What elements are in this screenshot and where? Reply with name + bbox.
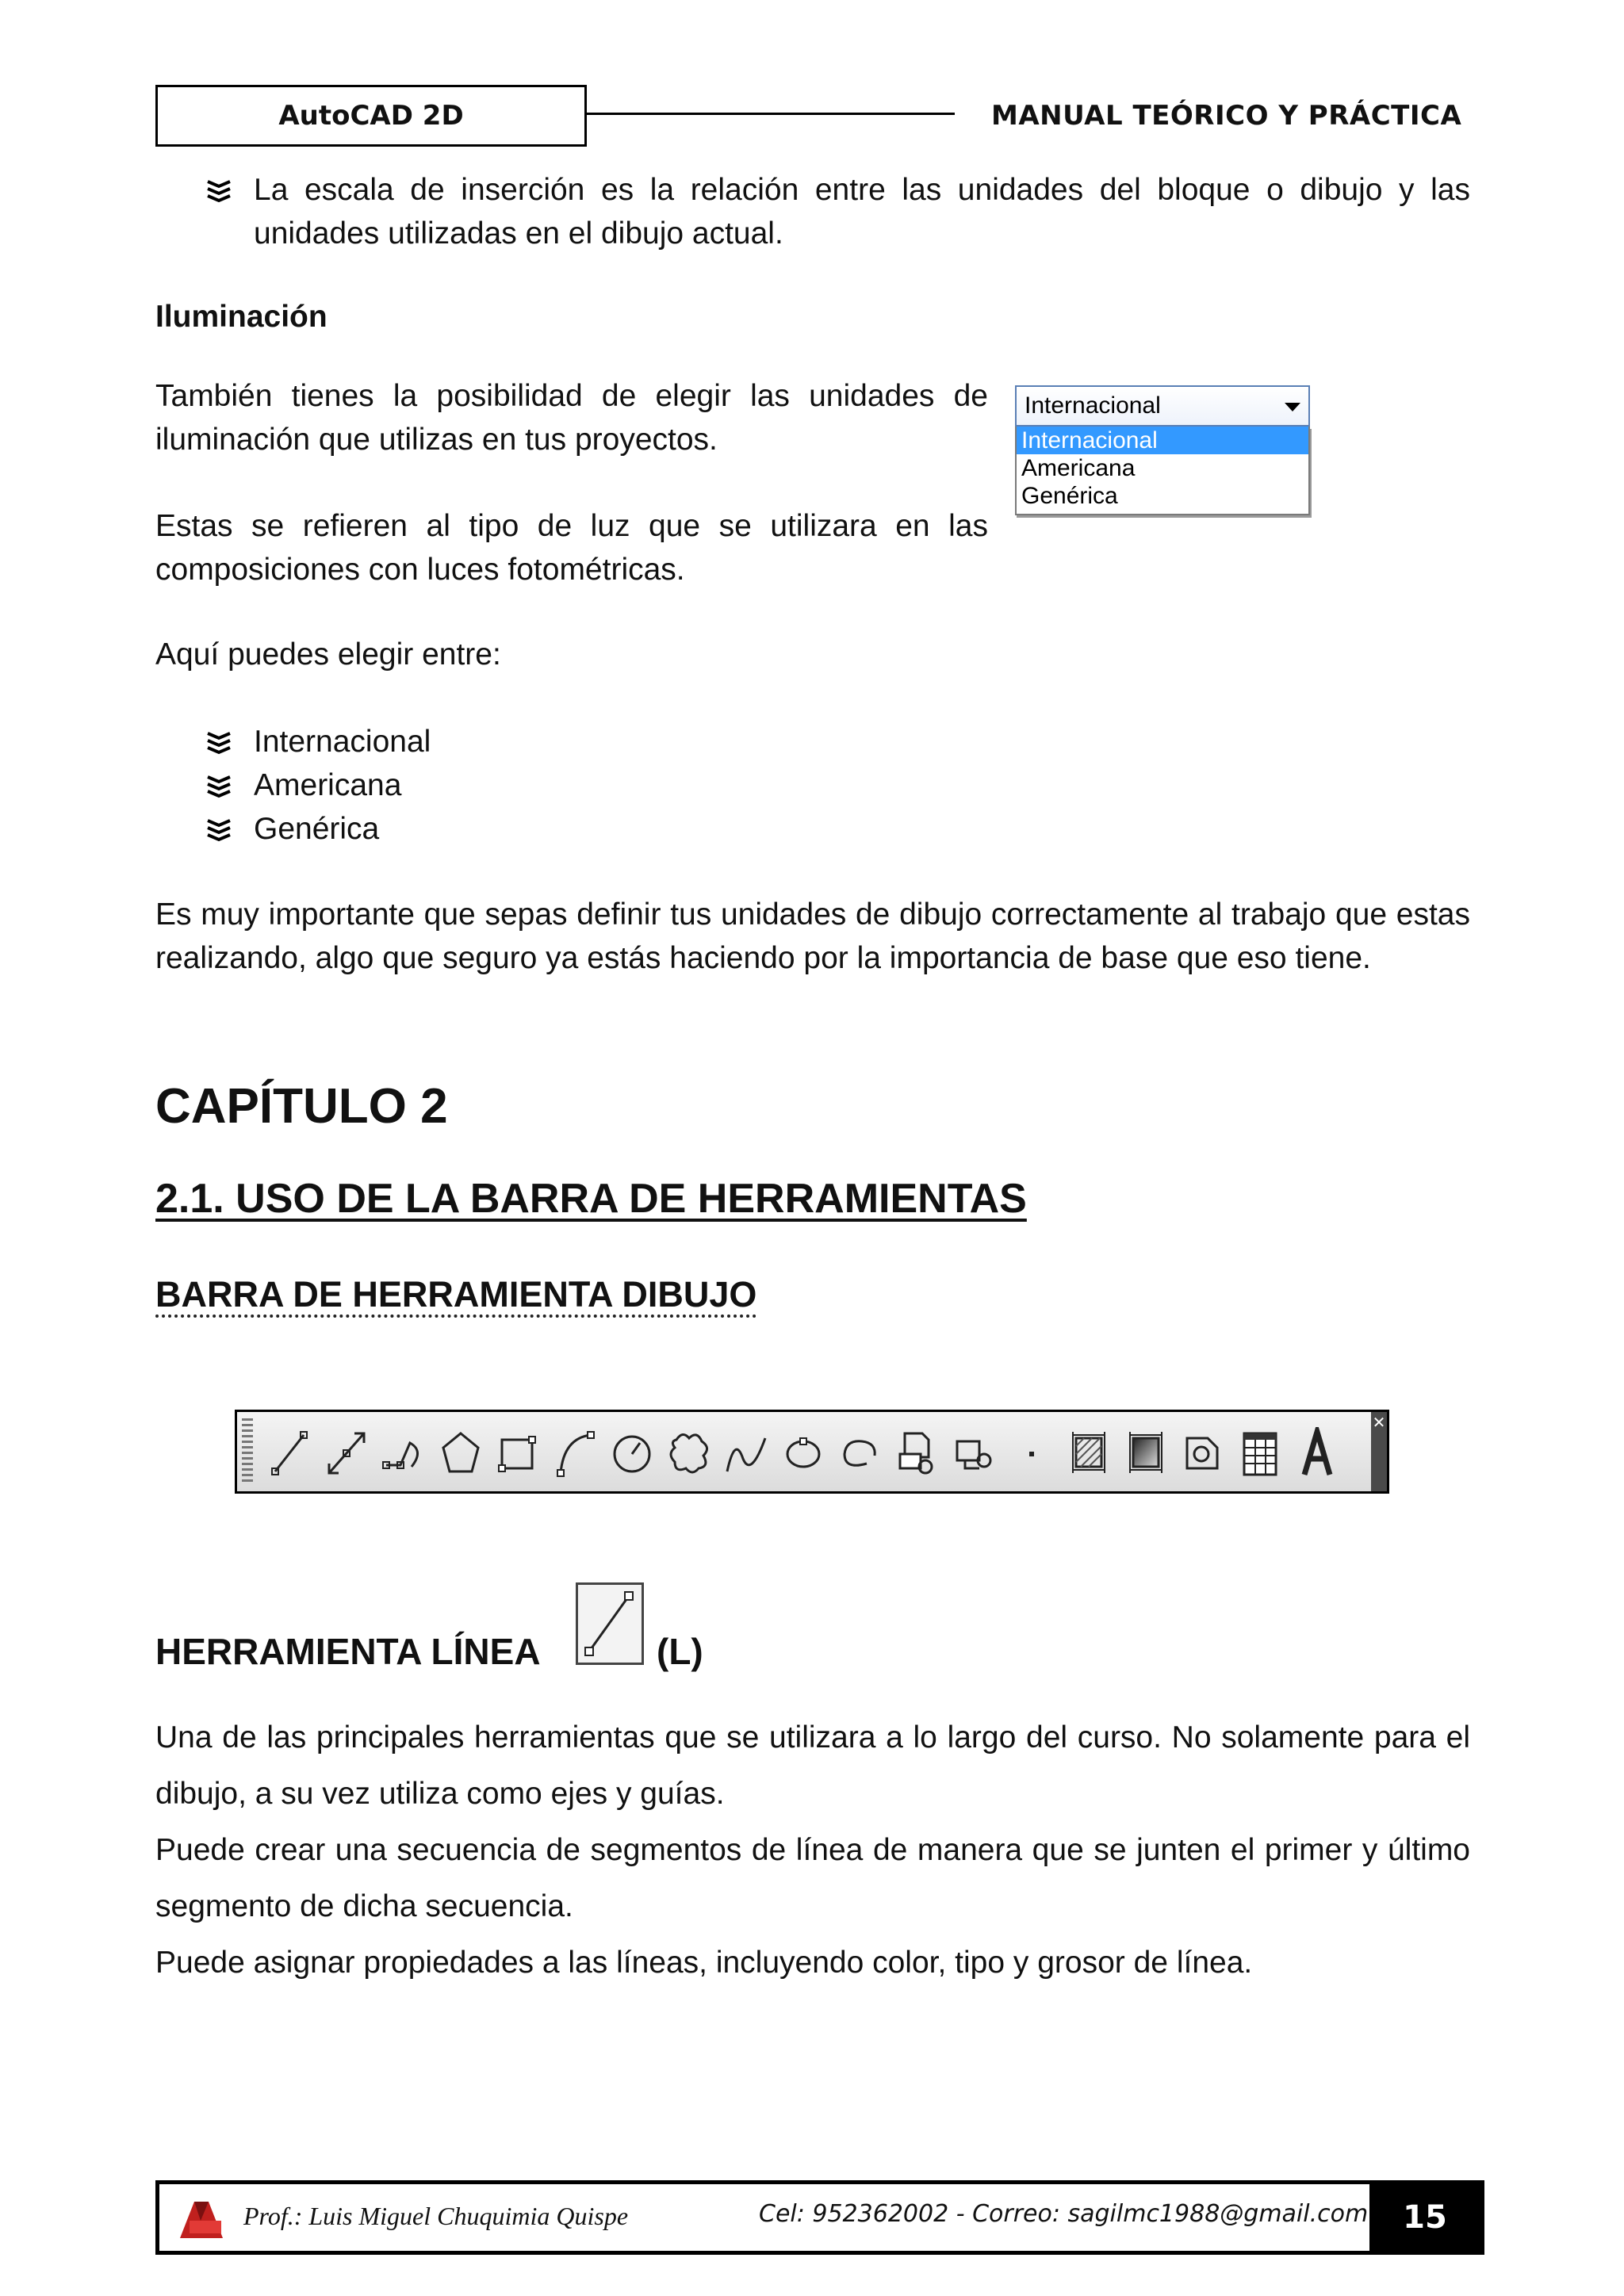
iluminacion-p2: Estas se refieren al tipo de luz que se utilizara en las composiciones con luces fotométricas. bbox=[155, 509, 988, 587]
line-tool-icon bbox=[576, 1582, 644, 1665]
gradient-icon[interactable] bbox=[1117, 1423, 1174, 1483]
line-tool-p3: Puede asignar propiedades a las líneas, incluyendo color, tipo y grosor de línea. bbox=[155, 1946, 1253, 1980]
illumination-options-list bbox=[205, 720, 839, 851]
list-item bbox=[205, 763, 839, 807]
arc-icon[interactable] bbox=[546, 1423, 603, 1483]
chevron-down-icon[interactable] bbox=[1285, 403, 1300, 411]
bullet-icon bbox=[205, 818, 233, 844]
line-icon bbox=[578, 1585, 642, 1663]
ellipse-arc-icon[interactable] bbox=[832, 1423, 889, 1483]
ellipse-icon[interactable] bbox=[775, 1423, 832, 1483]
point-icon[interactable] bbox=[1003, 1423, 1060, 1483]
line-tool-heading: HERRAMIENTA LÍNEA bbox=[155, 1631, 541, 1672]
insert-block-icon[interactable] bbox=[889, 1423, 946, 1483]
iluminacion-p3: Aquí puedes elegir entre: bbox=[155, 637, 501, 672]
header-rule bbox=[587, 113, 955, 115]
dropdown-list bbox=[1015, 427, 1310, 515]
spline-icon[interactable] bbox=[718, 1423, 775, 1483]
list-item-text: Americana bbox=[254, 768, 402, 802]
toolbar-icons bbox=[261, 1423, 1346, 1483]
intro-bullet-text: La escala de inserción es la relación entre las unidades del bloque o dibujo y las unidades utilizadas en el dibujo actual. bbox=[254, 173, 1470, 251]
subsection-title: BARRA DE HERRAMIENTA DIBUJO bbox=[155, 1275, 756, 1318]
closing-paragraph: Es muy importante que sepas definir tus unidades de dibujo correctamente al trabajo que estas realizando, algo que seguro ya estás haciendo por la importancia de base que eso tiene. bbox=[155, 897, 1470, 975]
bullet-icon bbox=[205, 775, 233, 800]
line-tool-p2: Puede crear una secuencia de segmentos de línea de manera que se junten el primer y último segmento de dicha secuencia. bbox=[155, 1833, 1470, 1923]
header-left-title-box bbox=[155, 85, 587, 147]
page-number: 15 bbox=[1369, 2184, 1480, 2251]
illumination-units-dropdown[interactable] bbox=[1015, 385, 1310, 517]
rectangle-icon[interactable] bbox=[489, 1423, 546, 1483]
list-item bbox=[205, 807, 839, 851]
dropdown-option[interactable]: Americana bbox=[1021, 455, 1136, 481]
hatch-icon[interactable] bbox=[1060, 1423, 1117, 1483]
list-item-text: Genérica bbox=[254, 812, 380, 846]
header-right-title: MANUAL TEÓRICO Y PRÁCTICA bbox=[991, 100, 1462, 132]
dropdown-option[interactable]: Internacional bbox=[1017, 427, 1308, 454]
iluminacion-heading: Iluminación bbox=[155, 300, 327, 334]
bullet-icon bbox=[205, 179, 233, 205]
line-tool-shortcut: (L) bbox=[657, 1631, 703, 1672]
section-title: 2.1. USO DE LA BARRA DE HERRAMIENTAS bbox=[155, 1176, 1027, 1222]
circle-icon[interactable] bbox=[603, 1423, 661, 1483]
page-footer bbox=[155, 2180, 1484, 2255]
line-icon[interactable] bbox=[261, 1423, 318, 1483]
header-left-title: AutoCAD 2D bbox=[278, 100, 464, 132]
list-item-text: Internacional bbox=[254, 725, 431, 759]
dropdown-option[interactable]: Genérica bbox=[1021, 483, 1118, 509]
construction-line-icon[interactable] bbox=[318, 1423, 375, 1483]
chapter-title: CAPÍTULO 2 bbox=[155, 1079, 448, 1134]
polygon-icon[interactable] bbox=[432, 1423, 489, 1483]
autocad-logo bbox=[177, 2197, 228, 2241]
revision-cloud-icon[interactable] bbox=[661, 1423, 718, 1483]
intro-bullet bbox=[205, 168, 1470, 255]
table-icon[interactable] bbox=[1231, 1423, 1289, 1483]
iluminacion-p1: También tienes la posibilidad de elegir las unidades de iluminación que utilizas en tus proyectos. bbox=[155, 379, 988, 457]
draw-toolbar bbox=[235, 1410, 1389, 1494]
close-icon[interactable]: ✕ bbox=[1371, 1412, 1387, 1491]
polyline-icon[interactable] bbox=[375, 1423, 432, 1483]
footer-author: Prof.: Luis Miguel Chuquimia Quispe bbox=[243, 2202, 629, 2230]
make-block-icon[interactable] bbox=[946, 1423, 1003, 1483]
multiline-text-icon[interactable] bbox=[1289, 1423, 1346, 1483]
footer-contact: Cel: 952362002 - Correo: sagilmc1988@gmail.com bbox=[759, 2200, 1369, 2228]
line-tool-p1: Una de las principales herramientas que se utilizara a lo largo del curso. No solamente para el dibujo, a su vez utiliza como ejes y guías. bbox=[155, 1720, 1470, 1811]
toolbar-grip-handle[interactable] bbox=[242, 1418, 253, 1485]
list-item bbox=[205, 720, 839, 763]
bullet-icon bbox=[205, 731, 233, 756]
dropdown-selected-value: Internacional bbox=[1025, 392, 1161, 419]
dropdown-field[interactable] bbox=[1015, 385, 1310, 427]
region-icon[interactable] bbox=[1174, 1423, 1231, 1483]
